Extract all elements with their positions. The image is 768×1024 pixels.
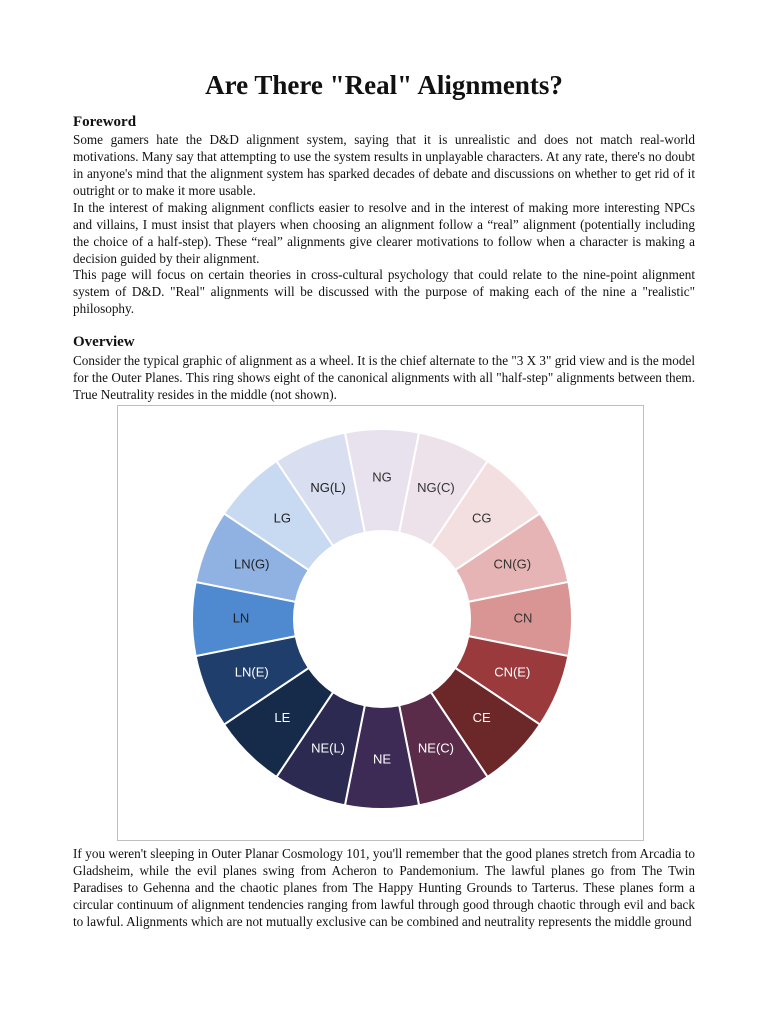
foreword-paragraph-2: In the interest of making alignment conflicts easier to resolve and in the interest of making more interesting NPCs and villains, I must insist that players when choosing an alignment follow a “real” alignment (potentially including the choice of a half-step). These “real” alignments give clearer motivations to follow when a character is making a decision guided by their alignment.	[73, 200, 695, 266]
wheel-label-cn: CN	[513, 610, 533, 626]
foreword-paragraph-3: This page will focus on certain theories in cross-cultural psychology that could relate to the nine-point alignment system of D&D. "Real" alignments will be discussed with the purpose of making each of the nine a "realistic" philosophy.	[73, 267, 695, 316]
overview-heading: Overview	[73, 334, 135, 350]
alignment-wheel-figure	[117, 405, 644, 841]
wheel-label-ne: NE	[372, 751, 392, 767]
wheel-label-cne: CN(E)	[494, 664, 531, 680]
wheel-label-cg: CG	[471, 510, 492, 526]
foreword-paragraph-1: Some gamers hate the D&D alignment system, saying that it is unrealistic and does not match real-world motivations. Many say that attempting to use the system results in unplayable characters. At any rate, there's no doubt in anyone's mind that the alignment system has sparked decades of debate and discussions on whether to get rid of it outright or to make it more usable.	[73, 132, 695, 198]
wheel-label-ngc: NG(C)	[417, 480, 455, 496]
wheel-label-ln: LN	[232, 610, 250, 626]
wheel-label-ce: CE	[472, 710, 491, 726]
alignment-wheel	[118, 406, 645, 842]
wheel-label-cng: CN(G)	[493, 556, 532, 572]
wheel-label-ngl: NG(L)	[310, 480, 346, 496]
wheel-label-lg: LG	[273, 510, 291, 526]
wheel-label-ng: NG	[372, 469, 392, 485]
wheel-label-lng: LN(G)	[234, 556, 270, 572]
foreword-heading: Foreword	[73, 114, 137, 130]
overview-paragraph: Consider the typical graphic of alignment as a wheel. It is the chief alternate to the "3 X 3" grid view and is the model for the Outer Planes. This ring shows eight of the canonical alignments with all "half-step" alignments between them. True Neutrality resides in the middle (not shown).	[73, 353, 695, 402]
after-figure-paragraph: If you weren't sleeping in Outer Planar Cosmology 101, you'll remember that the good planes stretch from Arcadia to Gladsheim, while the evil planes swing from Acheron to Pandemonium. The lawful planes go from The Twin Paradises to Gehenna and the chaotic planes from The Happy Hunting Grounds to Tarterus. These planes form a circular continuum of alignment tendencies ranging from lawful through good through chaotic through evil and back to lawful. Alignments which are not mutually exclusive can be combined and neutrality represents the middle ground	[73, 846, 695, 929]
page-title: Are There "Real" Alignments?	[205, 70, 563, 100]
wheel-label-lne: LN(E)	[234, 664, 269, 680]
wheel-label-nec: NE(C)	[417, 740, 455, 756]
wheel-label-le: LE	[274, 710, 291, 726]
wheel-label-nel: NE(L)	[311, 740, 346, 756]
